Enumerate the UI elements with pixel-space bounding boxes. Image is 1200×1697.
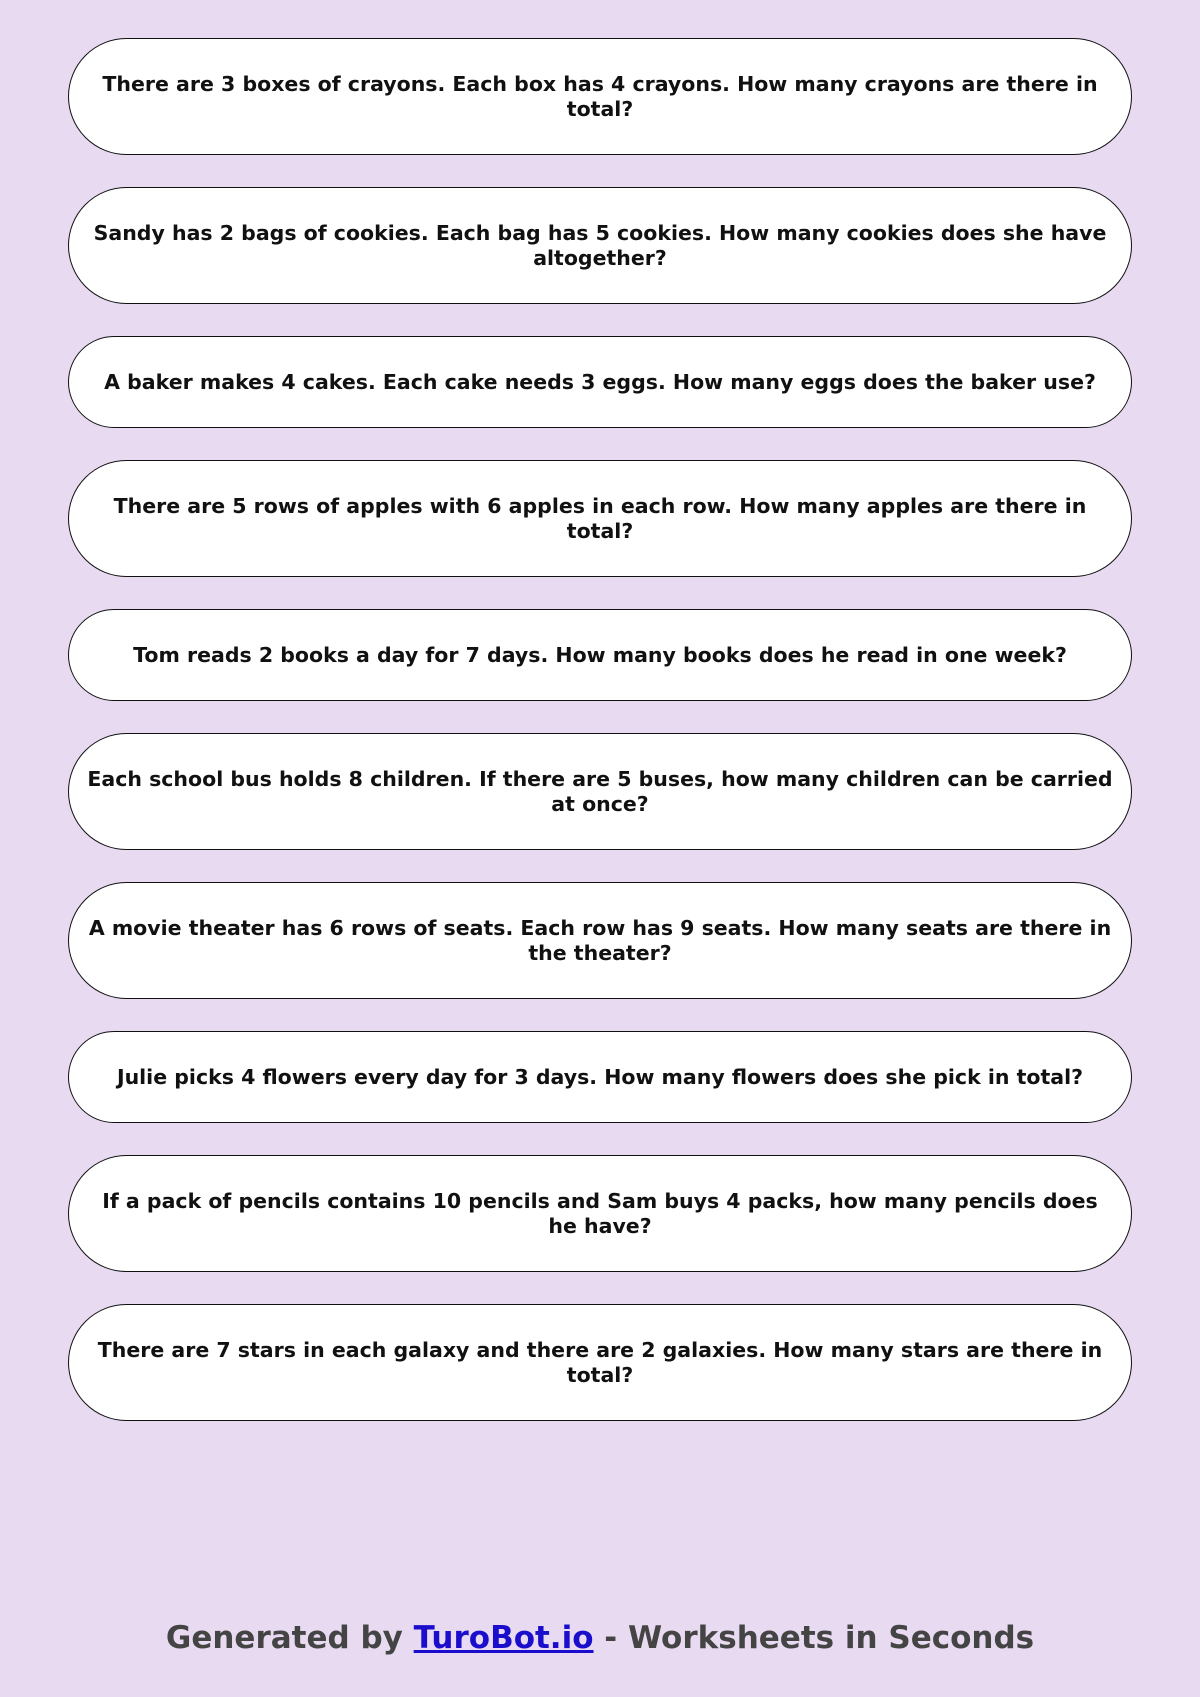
question-card: [68, 882, 1132, 999]
question-text: There are 3 boxes of crayons. Each box has 4 crayons. How many crayons are there in total?: [102, 71, 1098, 121]
question-card: [68, 187, 1132, 304]
question-card: [68, 38, 1132, 155]
question-card: [68, 336, 1132, 428]
question-text: Sandy has 2 bags of cookies. Each bag has 5 cookies. How many cookies does she have altogether?: [93, 220, 1107, 270]
question-text: A baker makes 4 cakes. Each cake needs 3 eggs. How many eggs does the baker use?: [104, 369, 1096, 394]
question-card: [68, 1031, 1132, 1123]
question-list: [68, 38, 1132, 1453]
question-card: [68, 609, 1132, 701]
question-text: Julie picks 4 flowers every day for 3 days. How many flowers does she pick in total?: [116, 1064, 1084, 1089]
question-card: [68, 460, 1132, 577]
question-card: [68, 733, 1132, 850]
question-text: Each school bus holds 8 children. If there are 5 buses, how many children can be carried at once?: [87, 766, 1113, 816]
question-text: There are 5 rows of apples with 6 apples in each row. How many apples are there in total?: [113, 493, 1087, 543]
turobot-link[interactable]: TuroBot.io: [413, 1620, 594, 1656]
question-text: Tom reads 2 books a day for 7 days. How many books does he read in one week?: [133, 642, 1067, 667]
question-card: [68, 1304, 1132, 1421]
footer-credit: [0, 1618, 1200, 1658]
footer-prefix: Generated by: [165, 1620, 414, 1656]
question-text: A movie theater has 6 rows of seats. Each row has 9 seats. How many seats are there in the theater?: [88, 915, 1112, 965]
question-card: [68, 1155, 1132, 1272]
question-text: There are 7 stars in each galaxy and there are 2 galaxies. How many stars are there in total?: [97, 1337, 1103, 1387]
footer-suffix: - Worksheets in Seconds: [593, 1620, 1035, 1656]
question-text: If a pack of pencils contains 10 pencils and Sam buys 4 packs, how many pencils does he have?: [102, 1188, 1098, 1238]
